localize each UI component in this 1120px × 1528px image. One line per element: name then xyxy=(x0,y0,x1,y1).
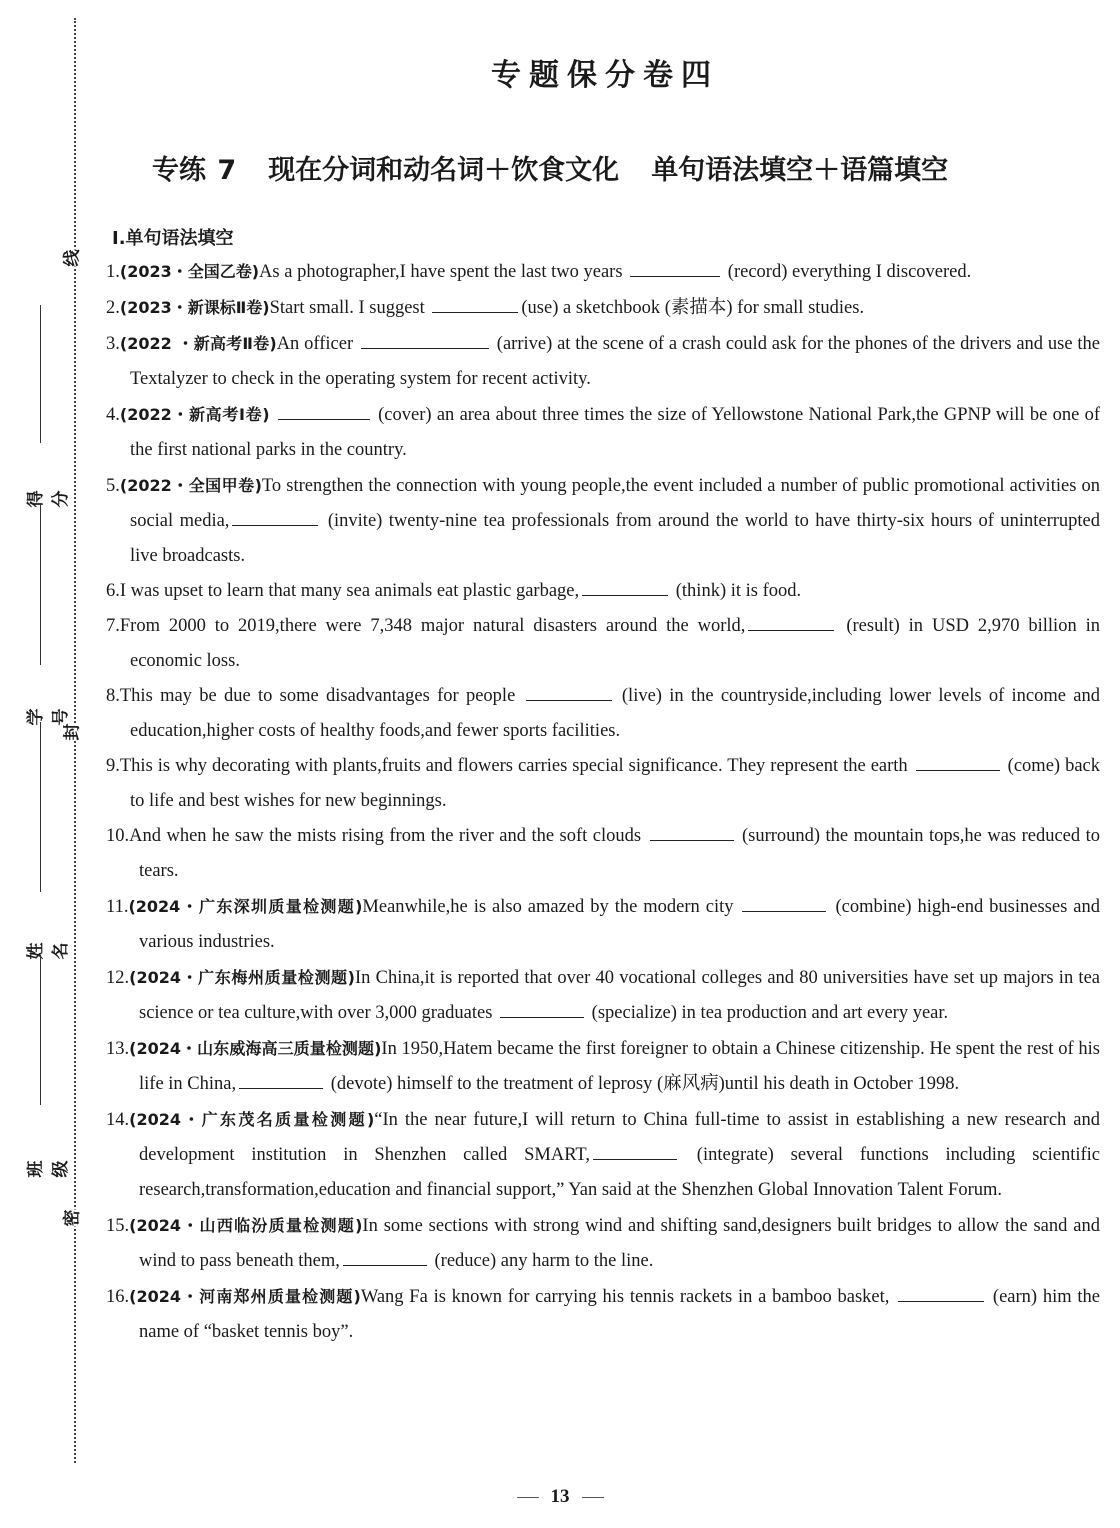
question-hint: (surround) the mountain tops,he was reduced to tears. xyxy=(139,826,1100,881)
question-source: (2022・新高考Ⅰ卷) xyxy=(119,405,270,424)
answer-blank[interactable] xyxy=(742,893,826,912)
question-number: 7. xyxy=(106,616,120,636)
question-text: I was upset to learn that many sea animals eat plastic garbage, xyxy=(119,581,580,601)
question-item xyxy=(106,609,1100,679)
question-text: Meanwhile,he is also amazed by the modern city xyxy=(362,897,740,917)
question-source: (2024・广东梅州质量检测题) xyxy=(129,968,355,987)
class-label: 班级 xyxy=(26,1152,71,1178)
answer-blank[interactable] xyxy=(432,294,518,313)
question-number: 8. xyxy=(106,686,120,706)
question-item xyxy=(106,1031,1100,1102)
question-source: (2022・全国甲卷) xyxy=(119,476,262,495)
answer-blank[interactable] xyxy=(361,330,489,349)
question-number: 11. xyxy=(106,897,129,917)
question-item xyxy=(106,819,1100,889)
question-text: To strengthen the connection with young people,the event included a number of public promotional activities on social media, xyxy=(130,476,1100,531)
question-number: 5. xyxy=(106,476,120,496)
answer-blank[interactable] xyxy=(650,822,734,841)
question-hint: (invite) twenty-nine tea professionals from around the world to have thirty-six hours of uninterrupted live broadcasts. xyxy=(130,511,1100,566)
answer-blank[interactable] xyxy=(232,507,318,526)
question-item xyxy=(106,254,1100,290)
question-hint: (use) a sketchbook (素描本) for small studies. xyxy=(521,298,865,318)
subtitle-part-2: 现在分词和动名词＋饮食文化 xyxy=(268,155,620,186)
question-source: (2023・新课标Ⅱ卷) xyxy=(119,298,270,317)
answer-blank[interactable] xyxy=(748,612,834,631)
answer-blank[interactable] xyxy=(916,752,1000,771)
question-hint: (devote) himself to the treatment of leprosy (麻风病)until his death in October 1998. xyxy=(326,1074,960,1094)
question-item xyxy=(106,889,1100,960)
question-hint: (reduce) any harm to the line. xyxy=(429,1251,654,1271)
student-id-underline[interactable] xyxy=(40,505,41,665)
question-source: (2024・广东茂名质量检测题) xyxy=(129,1110,375,1129)
question-text: In China,it is reported that over 40 vocational colleges and 80 universities have set up majors in tea science or tea culture,with over 3,000 graduates xyxy=(139,968,1100,1023)
question-hint: (think) it is food. xyxy=(671,581,802,601)
question-item xyxy=(106,290,1100,326)
question-source: (2024・河南郑州质量检测题) xyxy=(129,1287,361,1306)
question-number: 10. xyxy=(106,826,130,846)
question-number: 3. xyxy=(106,334,120,354)
question-item xyxy=(106,749,1100,819)
question-hint: (cover) an area about three times the size of Yellowstone National Park,the GPNP will be one of the first national parks in the country. xyxy=(130,405,1100,460)
question-text: In 1950,Hatem became the first foreigner to obtain a Chinese citizenship. He spent the rest of his life in China, xyxy=(139,1039,1100,1094)
question-text: In some sections with strong wind and shifting sand,designers built bridges to allow the sand and wind to pass beneath them, xyxy=(139,1216,1100,1271)
question-item xyxy=(106,468,1100,574)
question-number: 6. xyxy=(106,581,120,601)
question-number: 12. xyxy=(106,968,130,988)
page-number: 13 xyxy=(550,1486,570,1507)
subtitle-part-3: 单句语法填空＋语篇填空 xyxy=(651,155,949,186)
score-underline[interactable] xyxy=(40,305,41,443)
answer-blank[interactable] xyxy=(898,1283,984,1302)
question-text: This is why decorating with plants,fruits and flowers carries special significance. They represent the earth xyxy=(119,756,913,776)
question-item xyxy=(106,397,1100,468)
question-source: (2024・山西临汾质量检测题) xyxy=(129,1216,363,1235)
question-source: (2023・全国乙卷) xyxy=(119,262,260,281)
page-title: 专题保分卷四 xyxy=(491,58,719,93)
question-text: “In the near future,I will return to China full-time to assist in establishing a new research and development institution in Shenzhen called SMART, xyxy=(139,1110,1100,1165)
question-hint: (arrive) at the scene of a crash could ask for the phones of the drivers and use the Textalyzer to check in the operating system for recent activity. xyxy=(130,334,1100,389)
seal-char-mi: 密 xyxy=(62,1209,83,1227)
question-hint: (integrate) several functions including scientific research,transformation,education and financial support,” Yan said at the Shenzhen Global Innovation Talent Forum. xyxy=(139,1145,1100,1200)
question-text: And when he saw the mists rising from the river and the soft clouds xyxy=(129,826,647,846)
question-text: This may be due to some disadvantages for people xyxy=(119,686,523,706)
answer-blank[interactable] xyxy=(630,258,720,277)
question-number: 14. xyxy=(106,1110,130,1130)
question-number: 1. xyxy=(106,262,120,282)
question-text xyxy=(270,405,275,425)
subtitle-part-1: 专练 7 xyxy=(152,155,237,186)
page-footer xyxy=(0,1486,1120,1508)
question-hint: (live) in the countryside,including lower levels of income and education,higher costs of healthy foods,and fewer sports facilities. xyxy=(130,686,1101,741)
question-item xyxy=(106,1279,1100,1350)
answer-blank[interactable] xyxy=(343,1247,427,1266)
question-source: (2024・山东威海高三质量检测题) xyxy=(129,1039,382,1058)
score-label: 得分 xyxy=(26,482,71,508)
question-item xyxy=(106,960,1100,1031)
question-text: Start small. I suggest xyxy=(269,298,430,318)
question-list xyxy=(106,254,1100,1350)
question-number: 4. xyxy=(106,405,120,425)
question-hint: (result) in USD 2,970 billion in economic loss. xyxy=(130,616,1100,671)
answer-blank[interactable] xyxy=(582,577,668,596)
name-underline[interactable] xyxy=(40,722,41,892)
question-hint: (specialize) in tea production and art every year. xyxy=(587,1003,949,1023)
seal-char-feng: 封 xyxy=(62,723,83,741)
question-number: 2. xyxy=(106,298,120,318)
question-text: As a photographer,I have spent the last two years xyxy=(259,262,628,282)
question-hint: (record) everything I discovered. xyxy=(723,262,972,282)
question-number: 13. xyxy=(106,1039,130,1059)
name-label: 姓名 xyxy=(26,934,71,960)
question-hint: (come) back to life and best wishes for new beginnings. xyxy=(130,756,1100,811)
answer-blank[interactable] xyxy=(278,401,370,420)
answer-blank[interactable] xyxy=(593,1141,677,1160)
student-id-label: 学号 xyxy=(26,700,71,726)
question-text: An officer xyxy=(276,334,358,354)
binding-dotted-line xyxy=(74,18,76,1463)
question-item xyxy=(106,326,1100,397)
seal-char-xian: 线 xyxy=(62,249,83,267)
question-item xyxy=(106,1208,1100,1279)
question-number: 9. xyxy=(106,756,120,776)
class-underline[interactable] xyxy=(40,955,41,1105)
question-item xyxy=(106,1102,1100,1208)
question-item xyxy=(106,679,1100,749)
question-number: 16. xyxy=(106,1287,130,1307)
answer-blank[interactable] xyxy=(500,999,584,1018)
question-hint: (earn) him the name of “basket tennis boy”. xyxy=(139,1287,1100,1342)
page-subtitle xyxy=(152,148,948,187)
question-text: Wang Fa is known for carrying his tennis rackets in a bamboo basket, xyxy=(360,1287,896,1307)
answer-blank[interactable] xyxy=(526,682,612,701)
answer-blank[interactable] xyxy=(239,1070,323,1089)
question-source: (2022 ・新高考Ⅱ卷) xyxy=(119,334,277,353)
section-heading: Ⅰ.单句语法填空 xyxy=(112,228,234,249)
question-hint: (combine) high-end businesses and various industries. xyxy=(139,897,1100,952)
question-source: (2024・广东深圳质量检测题) xyxy=(128,897,363,916)
question-item xyxy=(106,574,1100,609)
question-number: 15. xyxy=(106,1216,130,1236)
question-text: From 2000 to 2019,there were 7,348 major natural disasters around the world, xyxy=(119,616,746,636)
